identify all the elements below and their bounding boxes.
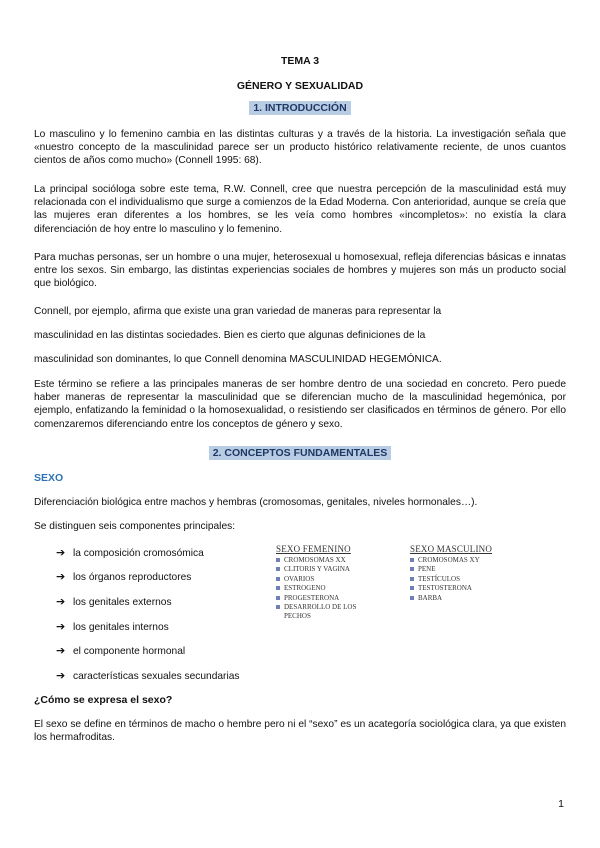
male-column-heading: SEXO MASCULINO xyxy=(410,544,493,554)
list-item: ➔ el componente hormonal xyxy=(56,645,186,657)
arrow-icon: ➔ xyxy=(56,596,66,608)
question-heading: ¿Cómo se expresa el sexo? xyxy=(34,694,173,706)
list-item: ➔ características sexuales secundarias xyxy=(56,670,240,682)
list-item: CROMOSOMAS XY xyxy=(410,556,492,565)
page-number: 1 xyxy=(558,798,564,810)
sex-components-table xyxy=(272,544,514,628)
connell-line-1: Connell, por ejemplo, afirma que existe una gran variedad de maneras para representar la xyxy=(34,306,442,317)
list-item: DESARROLLO DE LOS xyxy=(276,603,356,612)
female-column xyxy=(276,544,356,622)
square-bullet-icon xyxy=(276,577,280,581)
list-item: BARBA xyxy=(410,594,492,603)
intro-paragraph-3: Para muchas personas, ser un hombre o una mujer, heterosexual u homosexual, refleja diferencias básicas e innatas entre los sexos. Sin embargo, las distintas experiencias sociales de hombres y mujeres son más un producto social que biológico. xyxy=(34,252,566,290)
sexo-answer-paragraph: El sexo se define en términos de macho o hembre pero ni el “sexo” es un acategoría sociológica clara, ya que existen los hermafroditas. xyxy=(34,719,566,744)
connell-line-2: masculinidad en las distintas sociedades. Bien es cierto que algunas definiciones de la xyxy=(34,330,426,341)
list-item: ➔ los órganos reproductores xyxy=(56,571,192,583)
list-item: TESTÍCULOS xyxy=(410,575,492,584)
square-bullet-icon xyxy=(276,558,280,562)
arrow-icon: ➔ xyxy=(56,571,66,583)
square-bullet-icon xyxy=(276,596,280,600)
list-item: CROMOSOMAS XX xyxy=(276,556,356,565)
list-item: TESTOSTERONA xyxy=(410,584,492,593)
square-bullet-icon xyxy=(410,577,414,581)
male-column xyxy=(410,544,492,603)
list-item: OVARIOS xyxy=(276,575,356,584)
list-item: ➔ los genitales internos xyxy=(56,621,169,633)
intro-paragraph-1: Lo masculino y lo femenino cambia en las distintas culturas y a través de la historia. La investigación señala que «nuestro concepto de la masculinidad parece ser un producto histórico relativamente reciente, de unos cuantos cientos de años como mucho» (Connell 1995: 68). xyxy=(34,129,566,167)
list-item: ESTROGENO xyxy=(276,584,356,593)
square-bullet-icon xyxy=(410,586,414,590)
arrow-icon: ➔ xyxy=(56,645,66,657)
section-2-heading-wrap xyxy=(0,447,600,459)
page-title: GÉNERO Y SEXUALIDAD xyxy=(236,80,364,92)
connell-line-3: masculinidad son dominantes, lo que Connell denomina MASCULINIDAD HEGEMÓNICA. xyxy=(34,354,442,365)
list-item-continuation: PECHOS xyxy=(284,612,311,621)
section-1-heading: 1. INTRODUCCIÓN xyxy=(249,101,350,115)
section-1-heading-wrap xyxy=(0,102,600,114)
square-bullet-icon xyxy=(410,596,414,600)
intro-paragraph-2: La principal socióloga sobre este tema, R.W. Connell, cree que nuestra percepción de la masculinidad está muy relacionada con el individualismo que surge a comienzos de la Edad Moderna. Con anterioridad, aunque se creía que las mujeres eran diferentes a los hombres, se les veía como hombres «incompletos»: no existía la clara diferenciación de hoy entre lo masculino y lo femenino. xyxy=(34,184,566,235)
square-bullet-icon xyxy=(276,605,280,609)
female-column-heading: SEXO FEMENINO xyxy=(276,544,351,554)
sexo-definition: Diferenciación biológica entre machos y hembras (cromosomas, genitales, niveles hormonales…). xyxy=(34,497,478,508)
square-bullet-icon xyxy=(276,586,280,590)
sexo-subheading: SEXO xyxy=(34,472,64,484)
arrow-icon: ➔ xyxy=(56,670,66,682)
section-2-heading: 2. CONCEPTOS FUNDAMENTALES xyxy=(209,446,392,460)
square-bullet-icon xyxy=(410,558,414,562)
intro-paragraph-4: Este término se refiere a las principales maneras de ser hombre dentro de una sociedad en concreto. Pero puede haber maneras de representar la masculinidad que se diferencian mucho de la masculinidad hegemónica, por ejemplo, enfatizando la feminidad o la homosexualidad, o resistiendo ser clasificados en términos de género. Por ello comenzaremos diferenciando entre los conceptos de género y sexo. xyxy=(34,379,566,430)
list-item: ➔ la composición cromosómica xyxy=(56,547,204,559)
square-bullet-icon xyxy=(410,567,414,571)
list-item: CLITORIS Y VAGINA xyxy=(276,565,356,574)
list-item: PENE xyxy=(410,565,492,574)
arrow-icon: ➔ xyxy=(56,547,66,559)
list-item: ➔ los genitales externos xyxy=(56,596,172,608)
arrow-icon: ➔ xyxy=(56,621,66,633)
square-bullet-icon xyxy=(276,567,280,571)
components-intro: Se distinguen seis componentes principales: xyxy=(34,521,236,532)
list-item: PROGESTERONA xyxy=(276,594,356,603)
tema-label: TEMA 3 xyxy=(280,55,320,67)
